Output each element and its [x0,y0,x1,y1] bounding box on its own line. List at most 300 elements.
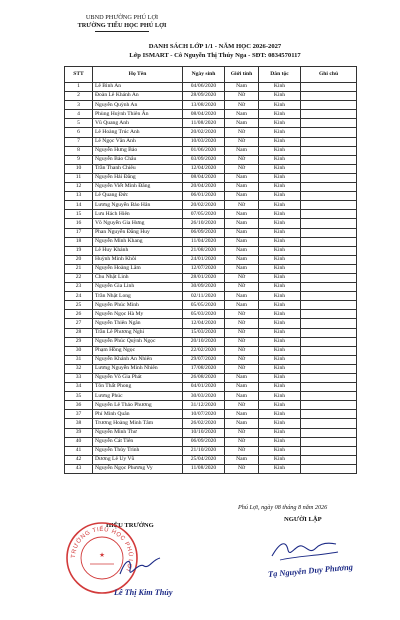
row-name: Lê Ngọc Vân Anh [93,137,183,146]
row-gender: Nam [225,419,259,428]
row-gender: Nam [225,455,259,464]
row-ethnicity: Kinh [259,201,301,210]
row-name: Nguyễn Bảo Châu [93,155,183,164]
row-ethnicity: Kinh [259,455,301,464]
table-row [65,310,357,319]
row-ethnicity: Kinh [259,173,301,182]
row-dob: 20/04/2020 [183,183,225,192]
row-gender: Nữ [225,164,259,173]
row-note [301,383,357,392]
row-name: Nguyễn Hoàng Lâm [93,264,183,273]
student-list-table [64,66,357,474]
row-name: Chu Nhật Linh [93,273,183,282]
row-dob: 29/07/2020 [183,355,225,364]
row-ethnicity: Kinh [259,374,301,383]
row-stt: 24 [65,292,93,301]
row-name: Nguyễn Thiên Ngân [93,319,183,328]
row-note [301,164,357,173]
table-row [65,92,357,101]
row-stt: 27 [65,319,93,328]
row-stt: 22 [65,273,93,282]
class-subtitle: Lớp ISMART - Cô Nguyễn Thị Thúy Nga - SĐT: 0834570117 [129,51,301,59]
row-ethnicity: Kinh [259,237,301,246]
table-row [65,210,357,219]
row-stt: 30 [65,346,93,355]
row-note [301,183,357,192]
row-gender: Nữ [225,437,259,446]
row-gender: Nữ [225,137,259,146]
row-dob: 06/09/2020 [183,228,225,237]
row-note [301,355,357,364]
row-name: Nguyễn Cát Tiên [93,437,183,446]
row-gender: Nam [225,255,259,264]
table-row [65,419,357,428]
principal-name: Lê Thị Kim Thúy [114,588,173,597]
school-name: TRƯỜNG TIỂU HỌC PHÚ LỢI [77,22,167,30]
table-row [65,301,357,310]
row-note [301,446,357,455]
row-ethnicity: Kinh [259,355,301,364]
row-name: Phan Nguyễn Đăng Huy [93,228,183,237]
row-stt: 40 [65,437,93,446]
row-gender: Nữ [225,319,259,328]
row-note [301,337,357,346]
row-note [301,392,357,401]
row-dob: 03/09/2020 [183,155,225,164]
row-ethnicity: Kinh [259,428,301,437]
row-ethnicity: Kinh [259,101,301,110]
row-ethnicity: Kinh [259,210,301,219]
row-ethnicity: Kinh [259,446,301,455]
row-stt: 38 [65,419,93,428]
row-gender: Nam [225,292,259,301]
row-note [301,101,357,110]
col-header-name: Họ Tên [93,67,183,83]
row-name: Nguyễn Thủy Trinh [93,446,183,455]
row-note [301,201,357,210]
table-row [65,464,357,473]
table-header-row [65,67,357,83]
table-row [65,364,357,373]
row-note [301,219,357,228]
row-ethnicity: Kinh [259,264,301,273]
row-dob: 05/05/2020 [183,301,225,310]
row-name: Nguyễn Minh Thư [93,428,183,437]
row-ethnicity: Kinh [259,92,301,101]
row-dob: 28/01/2020 [183,273,225,282]
row-stt: 20 [65,255,93,264]
row-note [301,437,357,446]
row-ethnicity: Kinh [259,137,301,146]
row-note [301,228,357,237]
row-dob: 28/09/2020 [183,92,225,101]
table-row [65,401,357,410]
row-stt: 23 [65,283,93,292]
row-name: Nguyễn Ngọc Hà My [93,310,183,319]
row-ethnicity: Kinh [259,183,301,192]
table-row [65,319,357,328]
row-ethnicity: Kinh [259,283,301,292]
row-ethnicity: Kinh [259,292,301,301]
row-ethnicity: Kinh [259,192,301,201]
table-row [65,83,357,92]
row-dob: 31/12/2020 [183,401,225,410]
row-note [301,210,357,219]
row-ethnicity: Kinh [259,410,301,419]
row-ethnicity: Kinh [259,164,301,173]
row-stt: 9 [65,155,93,164]
row-note [301,346,357,355]
row-name: Trương Hoàng Minh Tâm [93,419,183,428]
row-name: Lê Huy Khánh [93,246,183,255]
row-note [301,428,357,437]
svg-text:★: ★ [99,552,105,559]
row-dob: 04/01/2020 [183,383,225,392]
row-ethnicity: Kinh [259,319,301,328]
row-dob: 11/08/2020 [183,119,225,128]
row-ethnicity: Kinh [259,146,301,155]
table-row [65,237,357,246]
row-stt: 28 [65,328,93,337]
table-row [65,219,357,228]
row-stt: 33 [65,374,93,383]
document-title: DANH SÁCH LỚP 1/1 - NĂM HỌC 2026-2027 [148,43,282,50]
row-stt: 8 [65,146,93,155]
table-row [65,119,357,128]
row-gender: Nữ [225,201,259,210]
table-row [65,428,357,437]
row-dob: 21/08/2020 [183,246,225,255]
row-gender: Nam [225,146,259,155]
table-row [65,101,357,110]
row-gender: Nam [225,210,259,219]
table-row [65,183,357,192]
place-date: Phú Lợi, ngày 08 tháng 8 năm 2026 [238,504,328,511]
row-gender: Nam [225,301,259,310]
row-stt: 11 [65,173,93,182]
row-dob: 22/02/2020 [183,346,225,355]
row-stt: 39 [65,428,93,437]
row-ethnicity: Kinh [259,392,301,401]
row-dob: 02/11/2020 [183,292,225,301]
row-name: Huỳnh Minh Khôi [93,255,183,264]
table-row [65,446,357,455]
table-row [65,128,357,137]
row-ethnicity: Kinh [259,346,301,355]
table-row [65,283,357,292]
row-dob: 26/10/2020 [183,219,225,228]
row-name: Phùng Huỳnh Thiên Ân [93,110,183,119]
row-gender: Nữ [225,401,259,410]
row-name: Nguyễn Quỳnh An [93,101,183,110]
table-row [65,328,357,337]
table-row [65,410,357,419]
row-gender: Nam [225,219,259,228]
row-stt: 17 [65,228,93,237]
row-stt: 14 [65,201,93,210]
table-row [65,246,357,255]
row-gender: Nữ [225,101,259,110]
row-name: Nguyễn Gia Linh [93,283,183,292]
row-gender: Nam [225,246,259,255]
row-gender: Nam [225,410,259,419]
row-dob: 12/04/2020 [183,164,225,173]
row-note [301,110,357,119]
table-row [65,137,357,146]
document-title-block [60,43,370,60]
row-ethnicity: Kinh [259,464,301,473]
row-note [301,301,357,310]
header-underline [95,31,149,32]
row-gender: Nam [225,110,259,119]
preparer-title: NGƯỜI LẬP [284,516,322,523]
row-note [301,273,357,282]
row-name: Lê Bình An [93,83,183,92]
row-note [301,119,357,128]
row-stt: 29 [65,337,93,346]
row-dob: 04/06/2020 [183,83,225,92]
row-note [301,319,357,328]
row-name: Lương Nguyễn Minh Nhiên [93,364,183,373]
row-ethnicity: Kinh [259,155,301,164]
row-name: Vũ Quang Anh [93,119,183,128]
row-gender: Nam [225,228,259,237]
col-header-stt: STT [65,67,93,83]
row-name: Nguyễn Phúc Quỳnh Ngọc [93,337,183,346]
row-stt: 13 [65,192,93,201]
row-ethnicity: Kinh [259,337,301,346]
row-name: Nguyễn Hải Đăng [93,173,183,182]
table-row [65,292,357,301]
row-name: Trần Nhật Long [93,292,183,301]
row-gender: Nam [225,237,259,246]
row-stt: 42 [65,455,93,464]
table-row [65,374,357,383]
row-stt: 41 [65,446,93,455]
row-stt: 36 [65,401,93,410]
row-stt: 6 [65,128,93,137]
row-stt: 15 [65,210,93,219]
row-note [301,246,357,255]
col-header-dob: Ngày sinh [183,67,225,83]
row-note [301,192,357,201]
row-ethnicity: Kinh [259,246,301,255]
row-name: Nguyễn Lê Thảo Phương [93,401,183,410]
row-gender: Nữ [225,337,259,346]
principal-signature [116,552,164,582]
row-stt: 5 [65,119,93,128]
row-note [301,155,357,164]
row-stt: 12 [65,183,93,192]
row-gender: Nữ [225,283,259,292]
row-gender: Nữ [225,273,259,282]
row-dob: 10/03/2020 [183,137,225,146]
table-row [65,228,357,237]
row-note [301,292,357,301]
row-ethnicity: Kinh [259,364,301,373]
row-gender: Nữ [225,446,259,455]
row-dob: 08/04/2020 [183,173,225,182]
row-gender: Nữ [225,364,259,373]
row-note [301,328,357,337]
row-note [301,255,357,264]
table-row [65,383,357,392]
row-note [301,264,357,273]
row-note [301,173,357,182]
row-ethnicity: Kinh [259,255,301,264]
row-dob: 10/10/2020 [183,428,225,437]
row-ethnicity: Kinh [259,383,301,392]
row-name: Lưu Hách Hiên [93,210,183,219]
row-note [301,410,357,419]
row-note [301,237,357,246]
ward-name: UBND PHƯỜNG PHÚ LỢI [85,14,159,21]
row-dob: 13/08/2020 [183,101,225,110]
row-dob: 07/05/2020 [183,210,225,219]
row-ethnicity: Kinh [259,301,301,310]
row-dob: 24/01/2020 [183,255,225,264]
table-row [65,392,357,401]
row-stt: 26 [65,310,93,319]
row-gender: Nam [225,264,259,273]
row-ethnicity: Kinh [259,273,301,282]
row-name: Tôn Thất Phong [93,383,183,392]
preparer-name: Tạ Nguyễn Duy Phương [267,562,354,579]
row-gender: Nữ [225,92,259,101]
row-note [301,374,357,383]
col-header-note: Ghi chú [301,67,357,83]
row-name: Nguyễn Phúc Minh [93,301,183,310]
table-row [65,164,357,173]
table-row [65,173,357,182]
row-ethnicity: Kinh [259,228,301,237]
row-stt: 19 [65,246,93,255]
seal-ring-text: TRƯỜNG TIỂU HỌC PHÚ LỢI [70,526,134,573]
row-name: Nguyễn Khánh An Nhiên [93,355,183,364]
row-note [301,310,357,319]
row-note [301,419,357,428]
table-row [65,155,357,164]
row-gender: Nữ [225,428,259,437]
row-gender: Nữ [225,464,259,473]
row-dob: 20/02/2020 [183,128,225,137]
row-name: Lương Nguyễn Bảo Hân [93,201,183,210]
row-name: Lương Phúc [93,392,183,401]
row-ethnicity: Kinh [259,119,301,128]
row-ethnicity: Kinh [259,219,301,228]
row-note [301,83,357,92]
row-note [301,364,357,373]
row-name: Phí Minh Quân [93,410,183,419]
table-row [65,437,357,446]
row-stt: 2 [65,92,93,101]
row-ethnicity: Kinh [259,401,301,410]
row-dob: 30/03/2020 [183,392,225,401]
row-dob: 11/04/2020 [183,237,225,246]
row-dob: 30/09/2020 [183,283,225,292]
row-gender: Nữ [225,310,259,319]
row-dob: 20/10/2020 [183,337,225,346]
row-ethnicity: Kinh [259,328,301,337]
row-gender: Nữ [225,346,259,355]
row-note [301,401,357,410]
row-name: Nguyễn Viết Minh Đăng [93,183,183,192]
row-stt: 37 [65,410,93,419]
row-dob: 10/07/2020 [183,410,225,419]
row-stt: 34 [65,383,93,392]
row-gender: Nam [225,173,259,182]
table-row [65,192,357,201]
row-dob: 21/10/2020 [183,446,225,455]
row-gender: Nam [225,119,259,128]
row-note [301,128,357,137]
row-stt: 4 [65,110,93,119]
table-row [65,255,357,264]
row-dob: 25/04/2020 [183,455,225,464]
preparer-signature [266,532,344,566]
row-note [301,455,357,464]
row-name: Dương Lê Uy Vũ [93,455,183,464]
row-dob: 20/02/2020 [183,201,225,210]
row-dob: 05/03/2020 [183,310,225,319]
row-gender: Nam [225,374,259,383]
row-stt: 16 [65,219,93,228]
row-dob: 12/07/2020 [183,264,225,273]
table-row [65,455,357,464]
row-name: Lê Hoàng Trúc Anh [93,128,183,137]
row-stt: 18 [65,237,93,246]
row-gender: Nam [225,192,259,201]
row-stt: 43 [65,464,93,473]
row-ethnicity: Kinh [259,83,301,92]
row-ethnicity: Kinh [259,437,301,446]
row-stt: 25 [65,301,93,310]
row-gender: Nam [225,83,259,92]
row-note [301,283,357,292]
row-ethnicity: Kinh [259,110,301,119]
row-name: Lê Quang Đức [93,192,183,201]
row-stt: 32 [65,364,93,373]
row-name: Đoàn Lê Khánh An [93,92,183,101]
row-ethnicity: Kinh [259,310,301,319]
row-dob: 01/06/2020 [183,146,225,155]
col-header-gender: Giới tính [225,67,259,83]
row-name: Nguyễn Ngọc Phương Vy [93,464,183,473]
row-dob: 06/09/2020 [183,437,225,446]
table-row [65,273,357,282]
row-stt: 10 [65,164,93,173]
row-stt: 1 [65,83,93,92]
row-name: Nguyễn Võ Gia Phát [93,374,183,383]
row-stt: 21 [65,264,93,273]
row-note [301,464,357,473]
row-note [301,146,357,155]
row-ethnicity: Kinh [259,128,301,137]
row-name: Trần Lê Phương Nghi [93,328,183,337]
row-gender: Nữ [225,128,259,137]
row-gender: Nữ [225,155,259,164]
row-name: Phạm Hồng Ngọc [93,346,183,355]
row-dob: 26/02/2020 [183,419,225,428]
row-dob: 17/08/2020 [183,364,225,373]
row-name: Nguyễn Hưng Bảo [93,146,183,155]
row-gender: Nam [225,392,259,401]
row-dob: 11/08/2020 [183,464,225,473]
row-name: Võ Nguyễn Gia Hưng [93,219,183,228]
row-gender: Nam [225,183,259,192]
row-ethnicity: Kinh [259,419,301,428]
table-row [65,346,357,355]
